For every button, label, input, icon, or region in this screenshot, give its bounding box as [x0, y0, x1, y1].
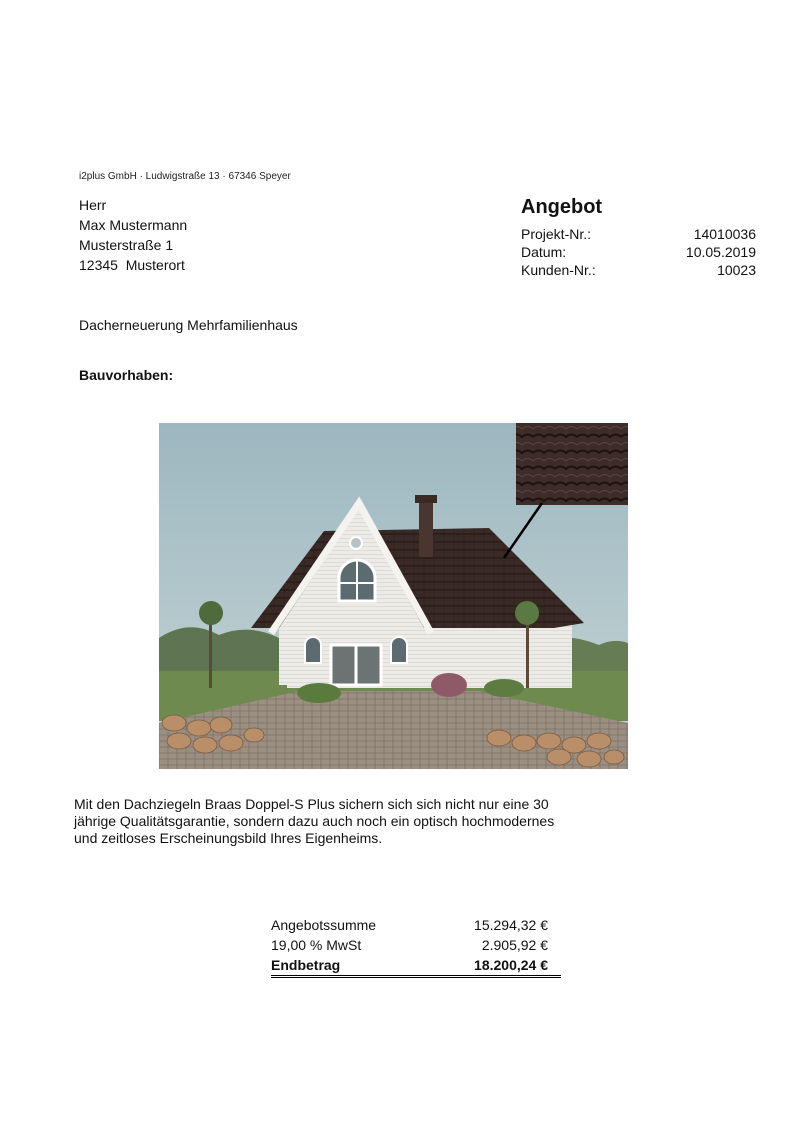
meta-value: 10.05.2019: [685, 244, 756, 260]
meta-label: Projekt-Nr.:: [521, 226, 592, 242]
totals-label: Endbetrag: [271, 957, 341, 973]
totals-label: 19,00 % MwSt: [271, 937, 362, 953]
meta-label: Kunden-Nr.:: [521, 262, 596, 278]
recipient-address: [79, 195, 187, 275]
meta-row-project: [521, 225, 756, 243]
totals-value: 15.294,32 €: [474, 917, 548, 933]
meta-value: 10023: [717, 262, 756, 278]
recipient-name: Max Mustermann: [79, 217, 188, 233]
meta-row-date: [521, 243, 756, 261]
totals-label: Angebotssumme: [271, 917, 377, 933]
totals-table: [271, 915, 561, 978]
roof-tile-inset: [516, 423, 628, 505]
description-line: jährige Qualitätsgarantie, sondern dazu auch noch ein optisch hochmodernes: [74, 813, 555, 829]
recipient-city: 12345 Musterort: [79, 257, 185, 273]
sender-line: i2plus GmbH · Ludwigstraße 13 · 67346 Speyer: [79, 171, 291, 182]
totals-value: 2.905,92 €: [481, 937, 548, 953]
house-photo: [159, 423, 628, 769]
meta-value: 14010036: [693, 226, 756, 242]
totals-value: 18.200,24 €: [474, 957, 548, 973]
totals-row-subtotal: [271, 915, 561, 935]
description: [74, 796, 634, 847]
subject-line: Dacherneuerung Mehrfamilienhaus: [79, 317, 298, 333]
chimney: [419, 501, 433, 557]
totals-row-tax: [271, 935, 561, 955]
description-line: Mit den Dachziegeln Braas Doppel-S Plus sichern sich sich nicht nur eine 30: [74, 796, 549, 812]
section-heading: Bauvorhaben:: [79, 367, 174, 383]
meta-row-customer: [521, 261, 756, 279]
description-line: und zeitloses Erscheinungsbild Ihres Eigenheims.: [74, 830, 383, 846]
meta-label: Datum:: [521, 244, 567, 260]
document-title: Angebot: [521, 196, 603, 218]
recipient-street: Musterstraße 1: [79, 237, 174, 253]
document-meta: [521, 225, 756, 279]
totals-row-final: [271, 955, 561, 978]
recipient-salutation: Herr: [79, 197, 107, 213]
